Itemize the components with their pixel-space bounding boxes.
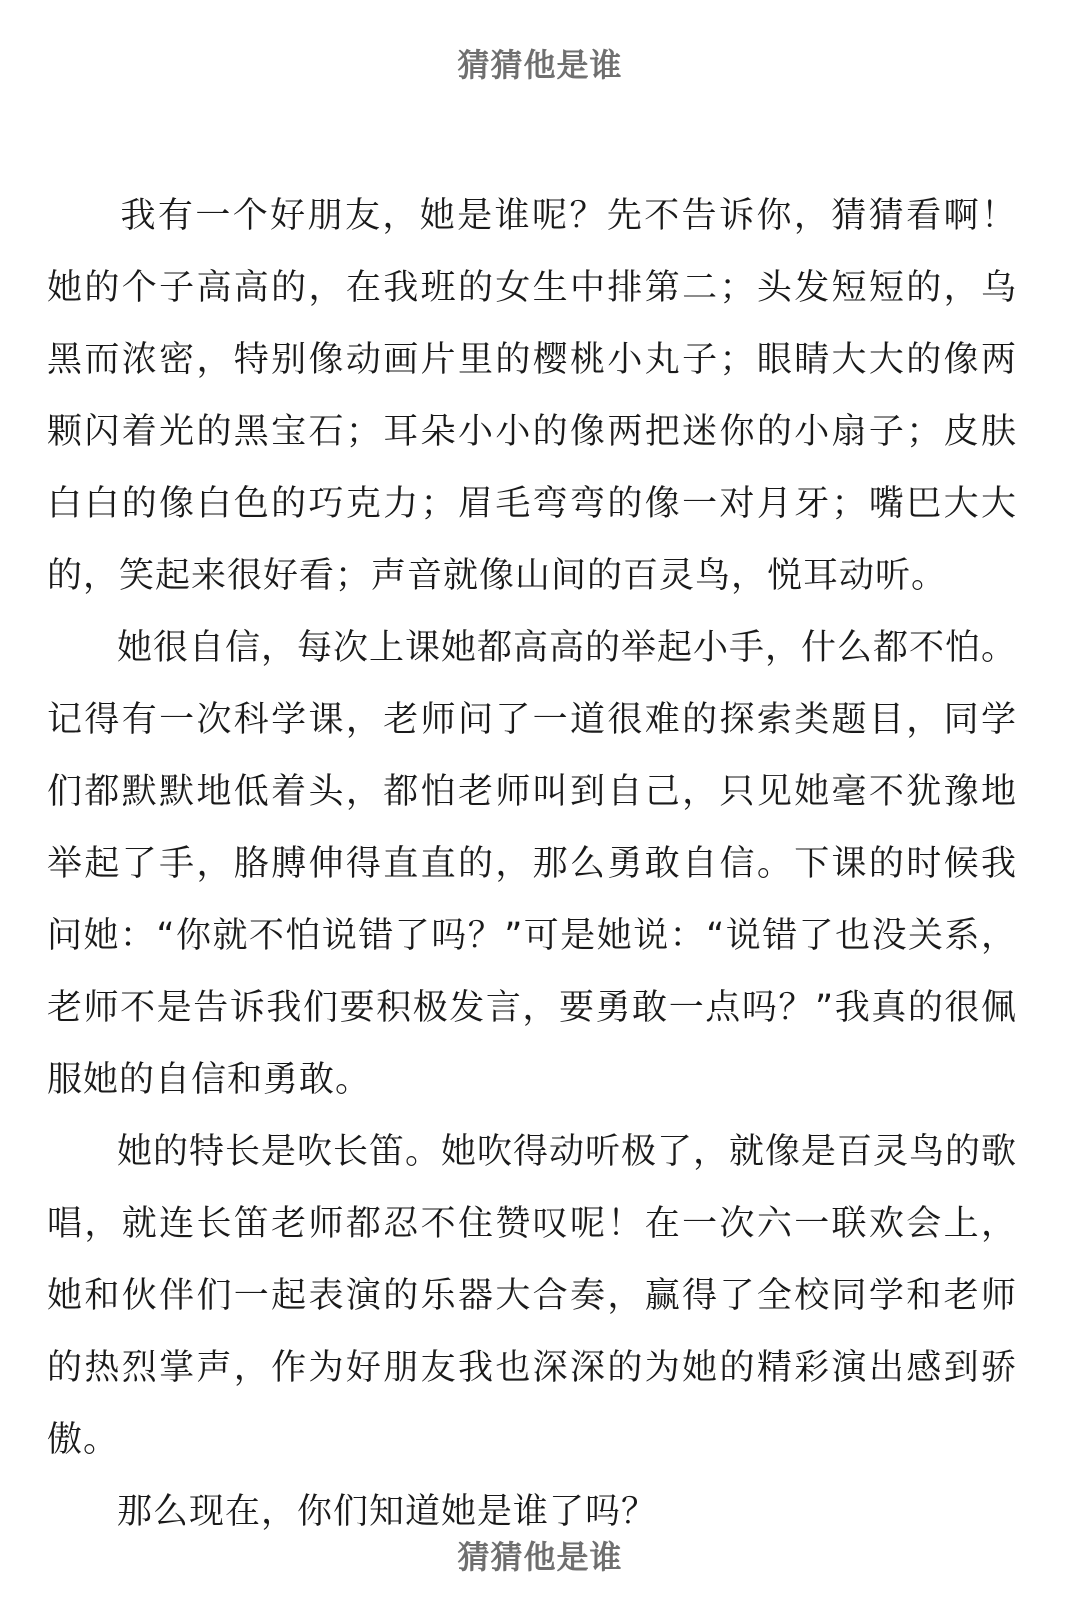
page-title: 猜猜他是谁 [457, 46, 623, 84]
essay-body [47, 180, 1017, 1548]
essay-paragraph-1: 我有一个好朋友，她是谁呢？先不告诉你，猜猜看啊！她的个子高高的，在我班的女生中排第二；头发短短的，乌黑而浓密，特别像动画片里的樱桃小丸子；眼睛大大的像两颗闪着光的黑宝石；耳朵小小的像两把迷你的小扇子；皮肤白白的像白色的巧克力；眉毛弯弯的像一对月牙；嘴巴大大的，笑起来很好看；声音就像山间的百灵鸟，悦耳动听。 [47, 196, 1017, 596]
footer-title: 猜猜他是谁 [457, 1538, 623, 1576]
essay-paragraph-2: 她很自信，每次上课她都高高的举起小手，什么都不怕。记得有一次科学课，老师问了一道很难的探索类题目，同学们都默默地低着头，都怕老师叫到自己，只见她毫不犹豫地举起了手，胳膊伸得直直的，那么勇敢自信。下课的时候我问她：“你就不怕说错了吗？”可是她说：“说错了也没关系，老师不是告诉我们要积极发言，要勇敢一点吗？”我真的很佩服她的自信和勇敢。 [47, 628, 1018, 1100]
essay-paragraph-3: 她的特长是吹长笛。她吹得动听极了，就像是百灵鸟的歌唱，就连长笛老师都忍不住赞叹呢！在一次六一联欢会上，她和伙伴们一起表演的乐器大合奏，赢得了全校同学和老师的热烈掌声，作为好朋友我也深深的为她的精彩演出感到骄傲。 [47, 1132, 1018, 1460]
essay-paragraph-4: 那么现在，你们知道她是谁了吗？ [117, 1492, 658, 1532]
